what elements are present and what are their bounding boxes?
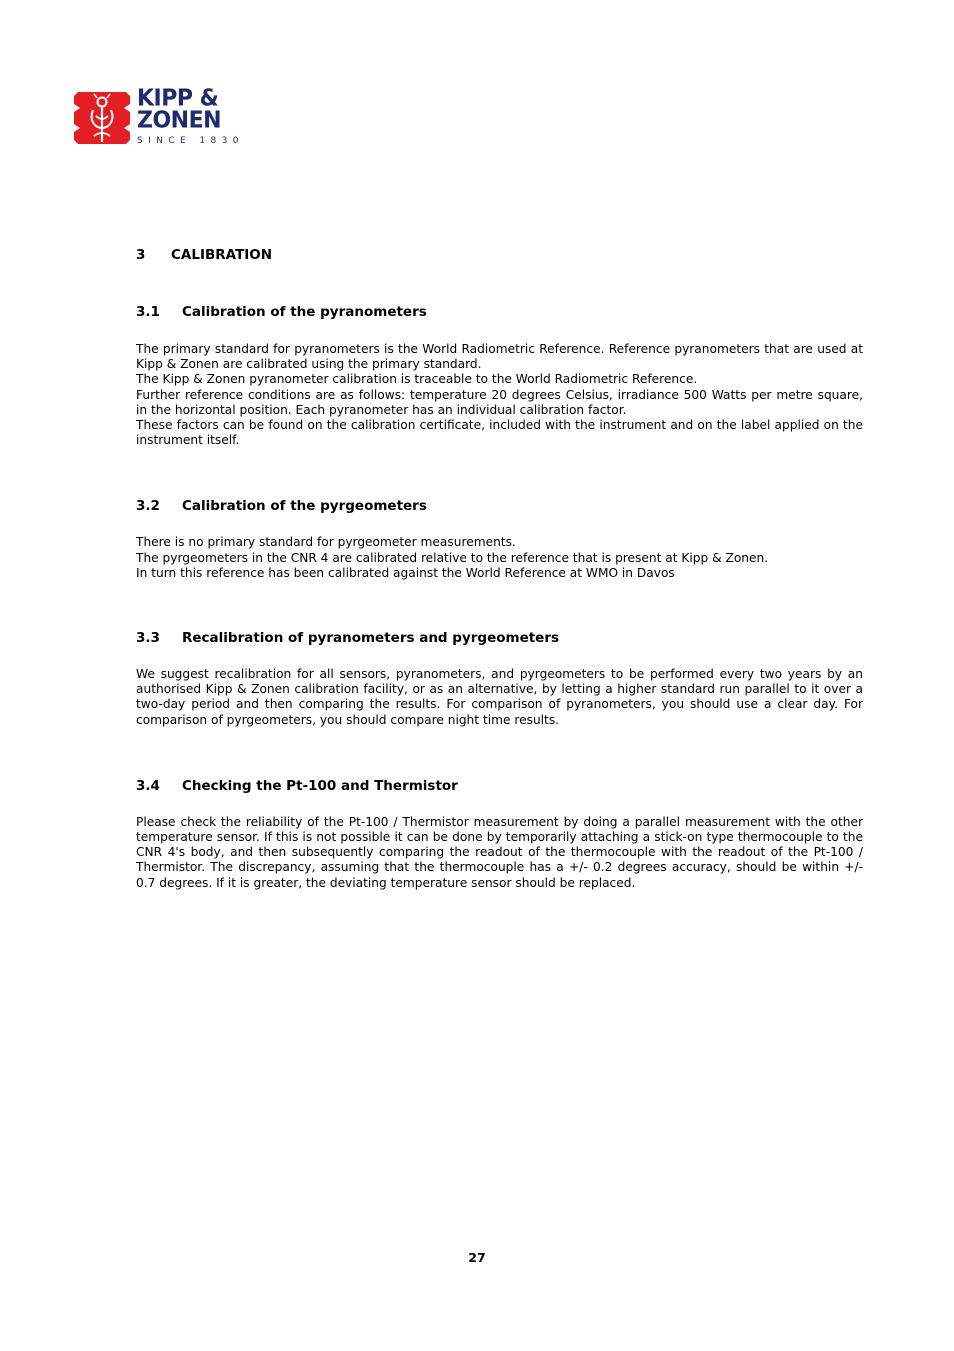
- section-heading-3-1: [136, 303, 863, 321]
- paragraph: The Kipp & Zonen pyranometer calibration is traceable to the World Radiometric Reference.: [136, 372, 698, 387]
- paragraph: We suggest recalibration for all sensors, pyranometers, and pyrgeometers to be performed every two years by an authorised Kipp & Zonen calibration facility, or as an alternative, by letting a higher standard run parallel to it over a two-day period and then comparing the results. For comparison of pyranometers, you should use a clear day. For comparison of pyrgeometers, you should compare night time results.: [136, 667, 863, 727]
- section-heading-3-4: [136, 777, 863, 795]
- section-number: 3.2: [136, 498, 160, 515]
- section-number: 3.3: [136, 630, 160, 647]
- chapter-number: 3: [136, 247, 146, 263]
- paragraph: The primary standard for pyranometers is the World Radiometric Reference. Reference pyranometers that are used at Kipp & Zonen are calibrated using the primary standard.: [136, 342, 863, 372]
- section-number: 3.4: [136, 777, 160, 794]
- section-title: Recalibration of pyranometers and pyrgeometers: [182, 630, 560, 647]
- section-title: Calibration of the pyrgeometers: [182, 498, 427, 515]
- section-title: Calibration of the pyranometers: [182, 304, 427, 320]
- document-body: [136, 246, 863, 891]
- company-logo: [74, 85, 264, 148]
- section-number: 3.1: [136, 304, 160, 320]
- section-title: Checking the Pt-100 and Thermistor: [182, 777, 458, 794]
- section-body-3-4: [136, 815, 863, 891]
- section-heading-3-3: [136, 629, 863, 647]
- logo-wordmark-line1: KIPP &: [137, 85, 219, 112]
- section-body-3-1: [136, 342, 863, 448]
- paragraph: There is no primary standard for pyrgeometer measurements.: [136, 535, 516, 550]
- section-body-3-2: [136, 535, 863, 581]
- paragraph: Please check the reliability of the Pt-100 / Thermistor measurement by doing a parallel measurement with the other temperature sensor. If this is not possible it can be done by temporarily attaching a stick-on type thermocouple to the CNR 4's body, and then subsequently comparing the readout of the thermocouple with the readout of the Pt-100 / Thermistor. The discrepancy, assuming that the thermocouple has a +/- 0.2 degrees accuracy, should be within +/- 0.7 degrees. If it is greater, the deviating temperature sensor should be replaced.: [136, 814, 863, 890]
- kipp-zonen-emblem-icon: [74, 90, 130, 146]
- chapter-heading: [136, 246, 863, 264]
- paragraph: These factors can be found on the calibration certificate, included with the instrument and on the label applied on the instrument itself.: [136, 418, 863, 448]
- paragraph: Further reference conditions are as follows: temperature 20 degrees Celsius, irradiance 500 Watts per metre square, in the horizontal position. Each pyranometer has an individual calibration factor.: [136, 387, 863, 417]
- chapter-title: CALIBRATION: [171, 247, 273, 263]
- page-number: 27: [468, 1250, 486, 1265]
- logo-wordmark-line2: ZONEN: [137, 107, 222, 134]
- section-body-3-3: [136, 667, 863, 728]
- logo-tagline: SINCE 1830: [137, 136, 244, 146]
- paragraph: The pyrgeometers in the CNR 4 are calibrated relative to the reference that is present at Kipp & Zonen.: [136, 550, 769, 565]
- section-heading-3-2: [136, 497, 863, 515]
- paragraph: In turn this reference has been calibrated against the World Reference at WMO in Davos: [136, 565, 675, 580]
